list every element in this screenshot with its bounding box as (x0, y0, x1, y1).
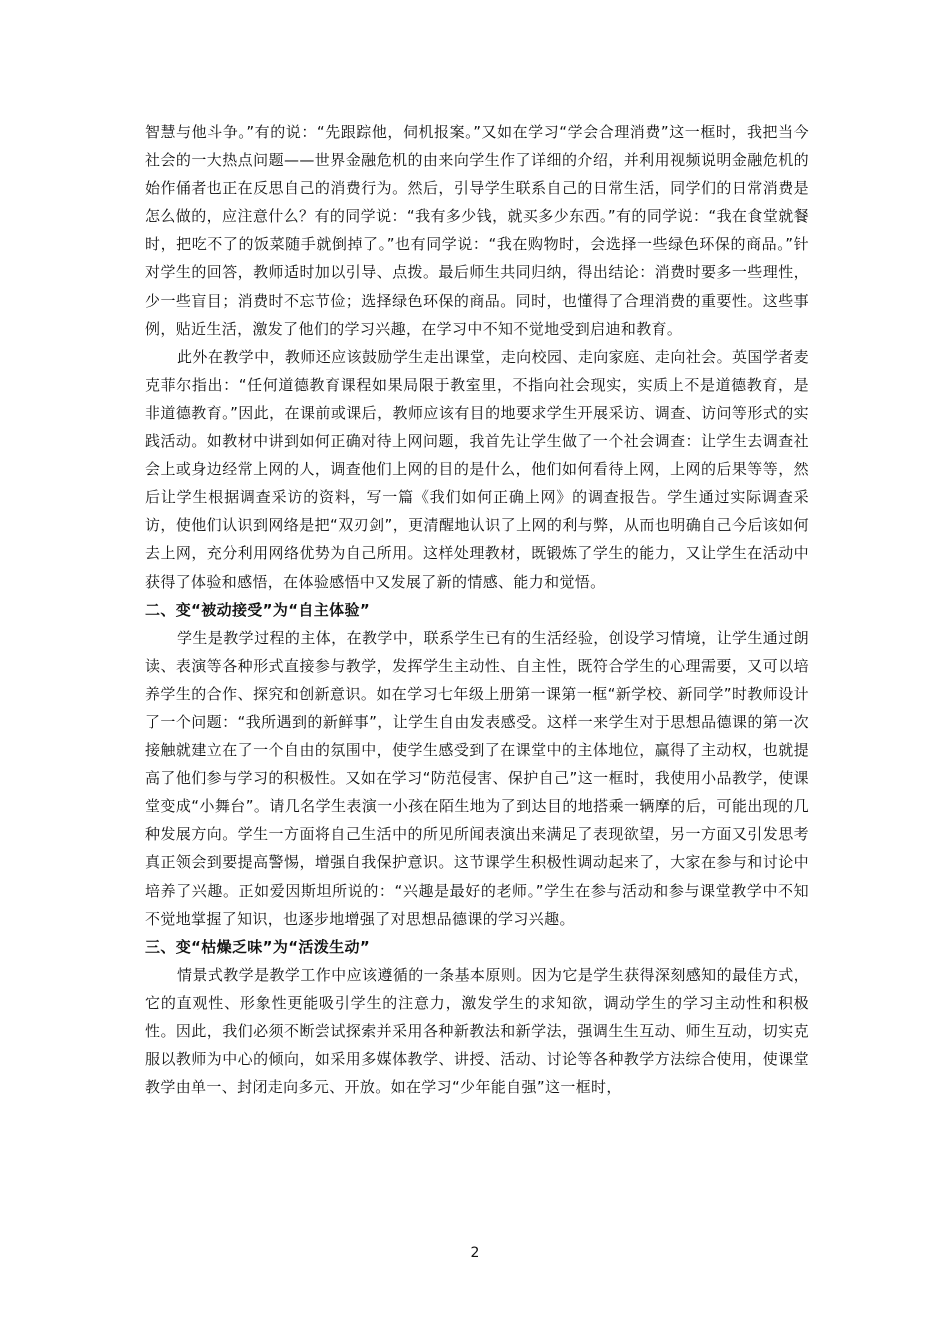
paragraph-situational-teaching: 情景式教学是教学工作中应该遵循的一条基本原则。因为它是学生获得深刻感知的最佳方式，它的直观性、形象性更能吸引学生的注意力，激发学生的求知欲，调动学生的学习主动性和积极性。因此，我们必须不断尝试探索并采用各种新教法和新学法，强调生生互动、师生互动，切实克服以教师为中心的倾向，如采用多媒体教学、讲授、活动、讨论等各种教学方法综合使用，使课堂教学由单一、封闭走向多元、开放。如在学习“少年能自强”这一框时， (145, 965, 809, 1097)
section-heading-2: 二、变“被动接受”为“自主体验” (145, 600, 371, 619)
section-heading-3: 三、变“枯燥乏味”为“活泼生动” (145, 937, 371, 956)
page-content (145, 118, 809, 1101)
page-number: 2 (470, 1245, 480, 1261)
paragraph-self-experience: 学生是教学过程的主体，在教学中，联系学生已有的生活经验，创设学习情境，让学生通过朗读、表演等各种形式直接参与教学，发挥学生主动性、自主性，既符合学生的心理需要，又可以培养学生的合作、探究和创新意识。如在学习七年级上册第一课第一框“新学校、新同学”时教师设计了一个问题：“我所遇到的新鲜事”，让学生自由发表感受。这样一来学生对于思想品德课的第一次接触就建立在了一个自由的氛围中，使学生感受到了在课堂中的主体地位，赢得了主动权，也就提高了他们参与学习的积极性。又如在学习“防范侵害、保护自己”这一框时，我使用小品教学，使课堂变成“小舞台”。请几名学生表演一小孩在陌生地为了到达目的地搭乘一辆摩的后，可能出现的几种发展方向。学生一方面将自己生活中的所见所闻表演出来满足了表现欲望，另一方面又引发思考真正领会到要提高警惕，增强自我保护意识。这节课学生积极性调动起来了，大家在参与和讨论中培养了兴趣。正如爱因斯坦所说的：“兴趣是最好的老师。”学生在参与活动和参与课堂教学中不知不觉地掌握了知识，也逐步地增强了对思想品德课的学习兴趣。 (145, 628, 809, 928)
paragraph-consumption-example: 智慧与他斗争。”有的说：“先跟踪他，伺机报案。”又如在学习“学会合理消费”这一框时，我把当今社会的一大热点问题——世界金融危机的由来向学生作了详细的介绍，并利用视频说明金融危机的始作俑者也正在反思自己的消费行为。然后，引导学生联系自己的日常生活，同学们的日常消费是怎么做的，应注意什么？有的同学说：“我有多少钱，就买多少东西。”有的同学说：“我在食堂就餐时，把吃不了的饭菜随手就倒掉了。”也有同学说：“我在购物时，会选择一些绿色环保的商品。”针对学生的回答，教师适时加以引导、点拨。最后师生共同归纳，得出结论：消费时要多一些理性，少一些盲目；消费时不忘节俭；选择绿色环保的商品。同时，也懂得了合理消费的重要性。这些事例，贴近生活，激发了他们的学习兴趣，在学习中不知不觉地受到启迪和教育。 (145, 123, 809, 338)
paragraph-social-practice: 此外在教学中，教师还应该鼓励学生走出课堂，走向校园、走向家庭、走向社会。英国学者麦克菲尔指出：“任何道德教育课程如果局限于教室里，不指向社会现实，实质上不是道德教育，是非道德教育。”因此，在课前或课后，教师应该有目的地要求学生开展采访、调查、访问等形式的实践活动。如教材中讲到如何正确对待上网问题，我首先让学生做了一个社会调查：让学生去调查社会上或身边经常上网的人，调查他们上网的目的是什么，他们如何看待上网，上网的后果等等，然后让学生根据调查采访的资料，写一篇《我们如何正确上网》的调查报告。学生通过实际调查采访，使他们认识到网络是把“双刃剑”，更清醒地认识了上网的利与弊，从而也明确自己今后该如何去上网，充分利用网络优势为自己所用。这样处理教材，既锻炼了学生的能力，又让学生在活动中获得了体验和感悟，在体验感悟中又发展了新的情感、能力和觉悟。 (145, 347, 809, 591)
